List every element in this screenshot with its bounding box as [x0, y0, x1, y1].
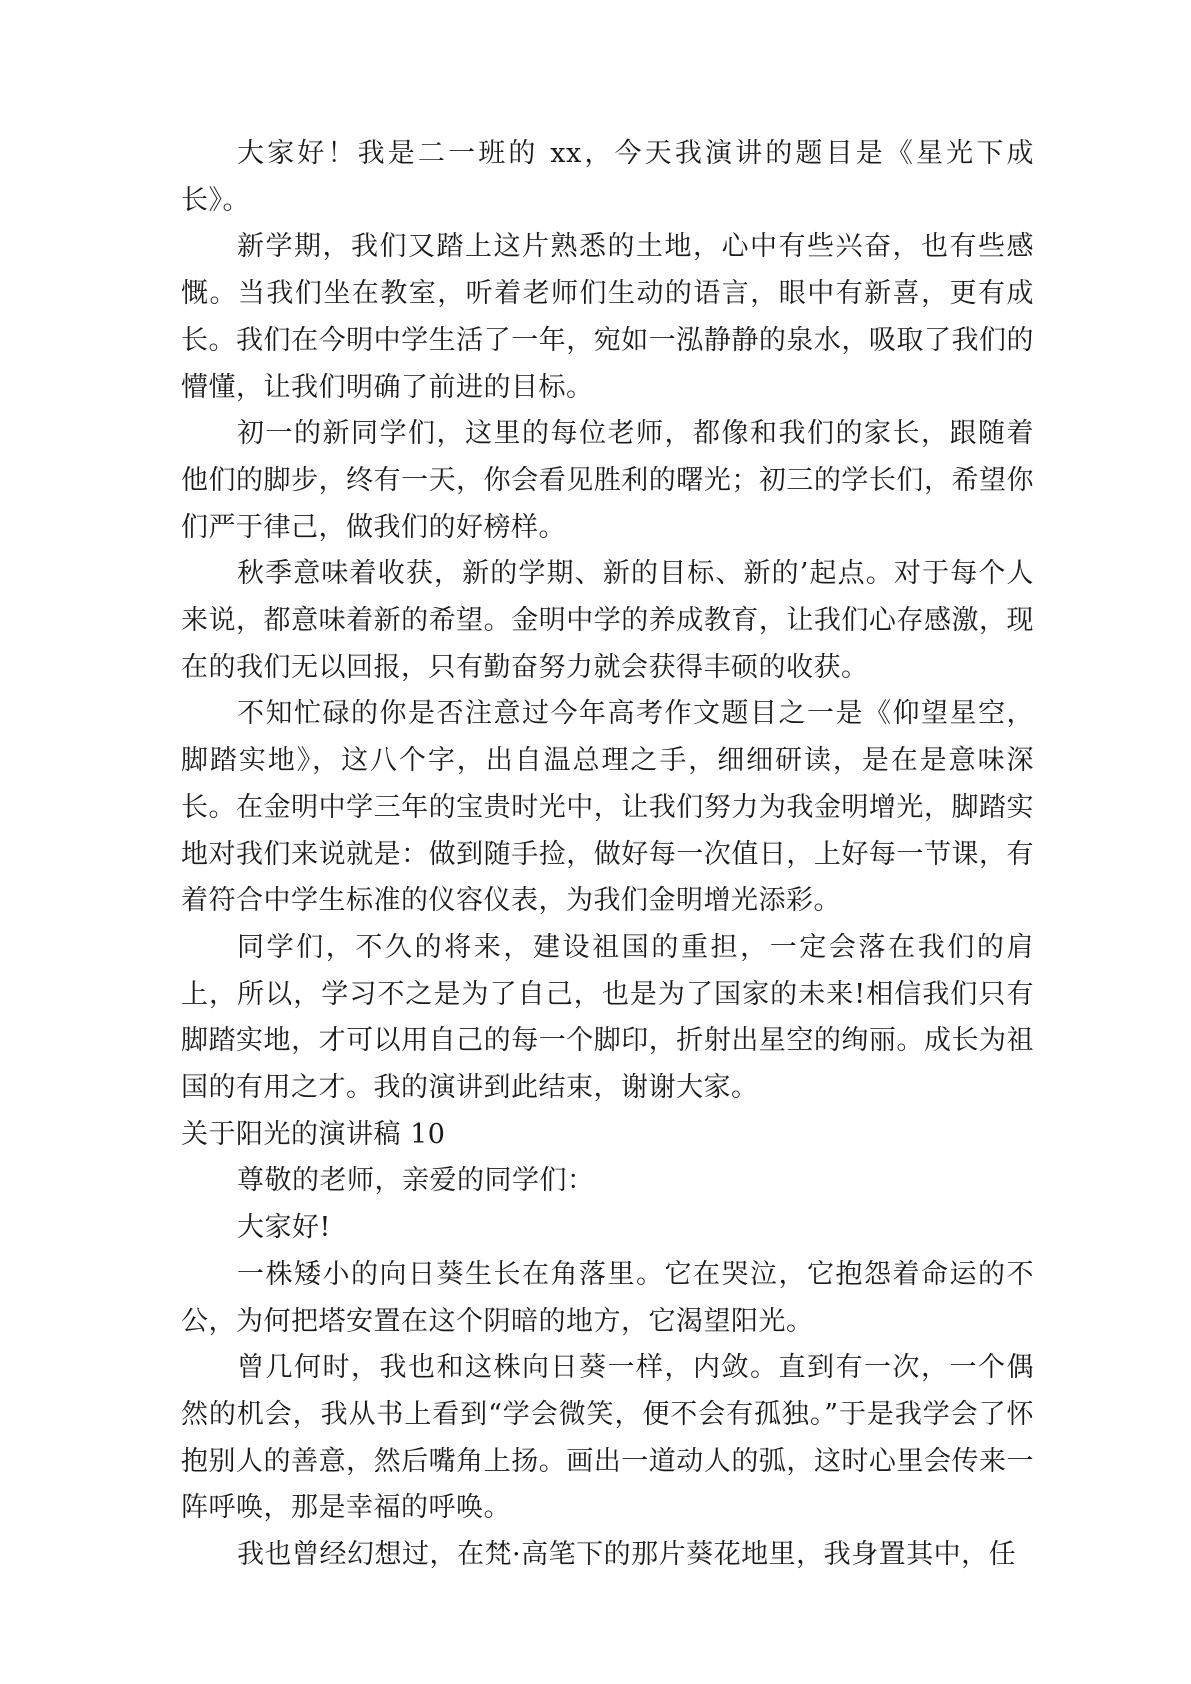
paragraph: 大家好! — [237, 1212, 331, 1244]
paragraph: 秋季意味着收获，新的学期、新的目标、新的’起点。对于每个人来说，都意味着新的希望。金明中学的养成教育，让我们心存感激，现在的我们无以回报，只有勤奋努力就会获得丰硕的收获。 — [181, 558, 1034, 683]
paragraph: 我也曾经幻想过，在梵·高笔下的那片葵花地里，我身置其中，任 — [237, 1539, 1017, 1571]
paragraph: 一株矮小的向日葵生长在角落里。它在哭泣，它抱怨着命运的不公，为何把塔安置在这个阴暗的地方，它渴望阳光。 — [181, 1258, 1034, 1337]
section-heading: 关于阳光的演讲稿 10 — [181, 1118, 446, 1150]
document-body — [181, 131, 1034, 1579]
paragraph: 新学期，我们又踏上这片熟悉的土地，心中有些兴奋，也有些感慨。当我们坐在教室，听着老师们生动的语言，眼中有新喜，更有成长。我们在今明中学生活了一年，宛如一泓静静的泉水，吸取了我们的懵懂，让我们明确了前进的目标。 — [181, 231, 1034, 403]
paragraph: 曾几何时，我也和这株向日葵一样，内敛。直到有一次，一个偶然的机会，我从书上看到“学会微笑，便不会有孤独。”于是我学会了怀抱别人的善意，然后嘴角上扬。画出一道动人的弧，这时心里会传来一阵呼唤，那是幸福的呼唤。 — [181, 1352, 1034, 1524]
paragraph: 不知忙碌的你是否注意过今年高考作文题目之一是《仰望星空，脚踏实地》，这八个字，出自温总理之手，细细研读，是在是意味深长。在金明中学三年的宝贵时光中，让我们努力为我金明增光，脚踏实地对我们来说就是：做到随手捡，做好每一次值日，上好每一节课，有着符合中学生标准的仪容仪表，为我们金明增光添彩。 — [181, 698, 1034, 917]
paragraph: 同学们，不久的将来，建设祖国的重担，一定会落在我们的肩上，所以，学习不之是为了自己，也是为了国家的未来!相信我们只有脚踏实地，才可以用自己的每一个脚印，折射出星空的绚丽。成长为祖国的有用之才。我的演讲到此结束，谢谢大家。 — [181, 931, 1034, 1104]
paragraph: 大家好！我是二一班的 xx，今天我演讲的题目是《星光下成长》。 — [181, 138, 1034, 216]
paragraph: 初一的新同学们，这里的每位老师，都像和我们的家长，跟随着他们的脚步，终有一天，你会看见胜利的曙光；初三的学长们，希望你们严于律己，做我们的好榜样。 — [181, 418, 1034, 543]
paragraph: 尊敬的老师，亲爱的同学们： — [237, 1165, 595, 1197]
